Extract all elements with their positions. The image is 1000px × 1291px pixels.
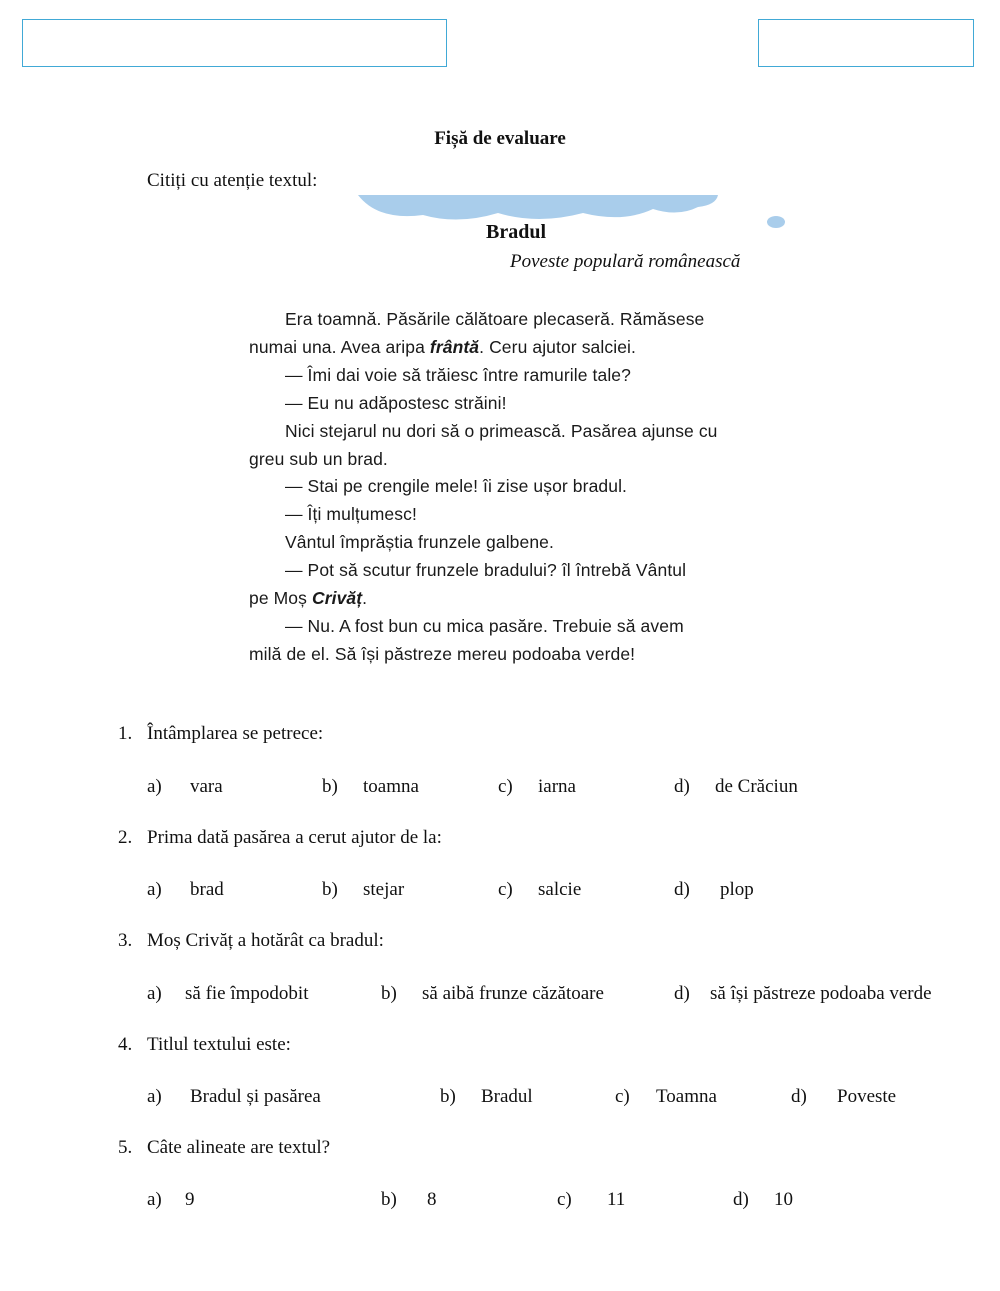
question-number: 5.	[118, 1137, 133, 1158]
score-input[interactable]	[759, 20, 973, 66]
option-value: să își păstreze podoaba verde	[710, 983, 932, 1004]
story-line: — Îmi dai voie să trăiesc între ramurile tale?	[285, 365, 631, 385]
story-line: — Nu. A fost bun cu mica pasăre. Trebuie să avem	[285, 616, 684, 636]
option-letter: c)	[557, 1189, 572, 1210]
option-value: toamna	[363, 776, 419, 797]
question-number: 1.	[118, 723, 133, 744]
option-2d[interactable]	[674, 879, 754, 901]
option-1c[interactable]	[498, 776, 576, 798]
cloud-shape	[358, 195, 718, 220]
question-number: 2.	[118, 827, 133, 848]
option-letter: c)	[615, 1086, 630, 1107]
story-line: Nici stejarul nu dori să o primească. Pasărea ajunse cu	[285, 421, 718, 441]
story-subtitle: Poveste populară românească	[510, 251, 741, 272]
option-4b[interactable]	[440, 1086, 533, 1108]
story-line-part: pe Moș	[249, 588, 312, 608]
question-text: Moș Crivăț a hotărât ca bradul:	[147, 930, 384, 951]
option-value: să aibă frunze căzătoare	[422, 983, 604, 1004]
option-3b[interactable]	[381, 983, 604, 1005]
option-4a[interactable]	[147, 1086, 321, 1108]
question-text: Prima dată pasărea a cerut ajutor de la:	[147, 827, 442, 848]
story-line: — Îți mulțumesc!	[285, 504, 417, 524]
story-line: milă de el. Să își păstreze mereu podoaba verde!	[249, 644, 636, 664]
question-number: 3.	[118, 930, 133, 951]
option-value: vara	[190, 776, 223, 797]
option-value: stejar	[363, 879, 405, 900]
option-letter: b)	[440, 1086, 456, 1107]
option-letter: d)	[674, 776, 690, 797]
option-value: salcie	[538, 879, 582, 900]
story-line: Era toamnă. Păsările călătoare plecaseră. Rămăsese	[285, 309, 705, 329]
option-4c[interactable]	[615, 1086, 717, 1108]
option-3a[interactable]	[147, 983, 309, 1005]
name-field-box[interactable]	[22, 19, 447, 67]
story-line: — Stai pe crengile mele! îi zise ușor bradul.	[285, 476, 628, 496]
option-2a[interactable]	[147, 879, 224, 901]
option-letter: a)	[147, 1189, 162, 1210]
score-field-box[interactable]	[758, 19, 974, 67]
option-letter: b)	[322, 776, 338, 797]
story-line: — Pot să scutur frunzele bradului? îl întrebă Vântul	[285, 560, 687, 580]
option-value: Bradul și pasărea	[190, 1086, 321, 1107]
option-3d[interactable]	[674, 983, 932, 1005]
option-value: plop	[720, 879, 754, 900]
option-value: Bradul	[481, 1086, 533, 1107]
option-letter: b)	[381, 1189, 397, 1210]
story-line	[249, 588, 367, 609]
instruction-text: Citiți cu atenție textul:	[147, 170, 318, 191]
option-value: să fie împodobit	[185, 983, 309, 1004]
story-title: Bradul	[486, 221, 547, 243]
story-line: — Eu nu adăpostesc străini!	[285, 393, 507, 413]
option-value: de Crăciun	[715, 776, 798, 797]
story-image	[238, 195, 818, 685]
option-5d[interactable]	[733, 1189, 793, 1211]
option-value: 10	[774, 1189, 793, 1210]
question-text: Titlul textului este:	[147, 1034, 291, 1055]
option-value: Toamna	[656, 1086, 717, 1107]
option-2b[interactable]	[322, 879, 405, 901]
story-line-part: .	[362, 588, 368, 608]
option-letter: c)	[498, 879, 513, 900]
option-letter: a)	[147, 776, 162, 797]
cloud-dot	[767, 216, 785, 228]
option-value: Poveste	[837, 1086, 897, 1107]
option-2c[interactable]	[498, 879, 582, 901]
story-line-part: . Ceru ajutor salciei.	[479, 337, 636, 357]
option-4d[interactable]	[791, 1086, 897, 1108]
option-value: 8	[427, 1189, 437, 1210]
option-letter: a)	[147, 983, 162, 1004]
option-value: brad	[190, 879, 224, 900]
story-line	[249, 337, 636, 358]
option-letter: c)	[498, 776, 513, 797]
story-emphasis-word: Crivăț	[311, 588, 363, 608]
story-line-part: numai una. Avea aripa	[249, 337, 430, 357]
question-text: Câte alineate are textul?	[147, 1137, 331, 1158]
option-5b[interactable]	[381, 1189, 437, 1211]
option-5c[interactable]	[557, 1189, 626, 1211]
option-value: 11	[607, 1189, 626, 1210]
option-letter: a)	[147, 1086, 162, 1107]
option-value: iarna	[538, 776, 576, 797]
option-letter: d)	[674, 879, 690, 900]
option-1b[interactable]	[322, 776, 419, 798]
question-text: Întâmplarea se petrece:	[147, 723, 324, 744]
option-5a[interactable]	[147, 1189, 195, 1211]
story-emphasis-word: frântă	[429, 337, 480, 357]
option-1a[interactable]	[147, 776, 223, 798]
story-line: Vântul împrăștia frunzele galbene.	[285, 532, 554, 552]
question-number: 4.	[118, 1034, 133, 1055]
page-title: Fișă de evaluare	[434, 128, 566, 149]
story-line: greu sub un brad.	[249, 449, 388, 469]
option-letter: a)	[147, 879, 162, 900]
option-value: 9	[185, 1189, 195, 1210]
option-letter: b)	[322, 879, 338, 900]
option-letter: d)	[733, 1189, 749, 1210]
option-letter: d)	[791, 1086, 807, 1107]
name-input[interactable]	[23, 20, 446, 66]
option-letter: d)	[674, 983, 690, 1004]
option-1d[interactable]	[674, 776, 798, 798]
option-letter: b)	[381, 983, 397, 1004]
